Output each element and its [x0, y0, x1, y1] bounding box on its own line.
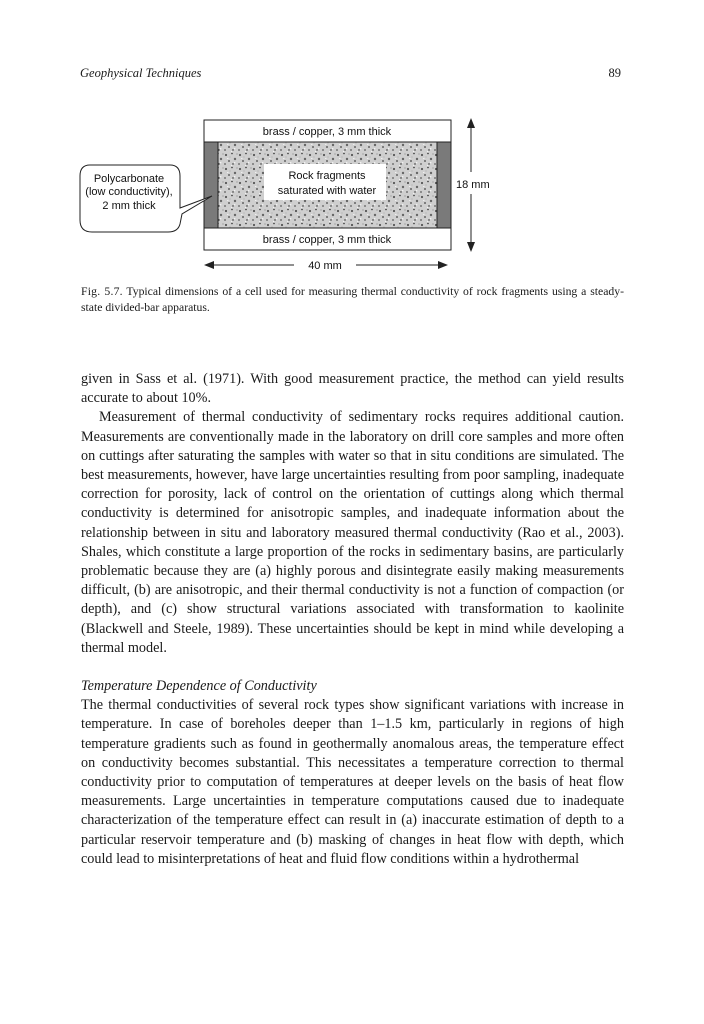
- right-wall: [437, 142, 451, 228]
- callout-line2: (low conductivity),: [85, 186, 173, 198]
- cell-diagram: [70, 110, 640, 280]
- arrow-right-icon: [438, 261, 448, 269]
- top-plate-label: brass / copper, 3 mm thick: [262, 126, 392, 138]
- callout-line1: Polycarbonate: [93, 173, 165, 185]
- page-number: 89: [608, 66, 621, 80]
- figure-caption-label: Fig. 5.7.: [81, 285, 123, 298]
- figure-divided-bar-cell: [70, 110, 640, 280]
- running-title: Geophysical Techniques: [80, 66, 202, 80]
- callout-line3: 2 mm thick: [102, 200, 156, 212]
- left-wall: [204, 142, 218, 228]
- figure-caption: [81, 284, 624, 316]
- width-label: 40 mm: [308, 260, 342, 272]
- arrow-left-icon: [204, 261, 214, 269]
- sample-label-line1: Rock fragments: [288, 170, 366, 182]
- bottom-plate-label: brass / copper, 3 mm thick: [262, 234, 392, 246]
- paragraph-1: given in Sass et al. (1971). With good measurement practice, the method can yield results accurate to about 10%.: [81, 371, 624, 407]
- arrow-down-icon: [467, 242, 475, 252]
- paragraph-3: The thermal conductivities of several rock types show significant variations with increase in temperature. In case of boreholes deeper than 1–1.5 km, particularly in regions of high temperature gradients such as found in geothermally anomalous areas, the temperature effect on conductivity becomes substantial. This necessitates a temperature correction to thermal conductivity prior to computation of temperatures at deeper levels on the basis of heat flow measurements. Large uncertainties in temperature computations caused due to inadequate characterization of the temperature effect can result in (a) inaccurate estimation of depth to a particular reservoir temperature and (b) masking of changes in heat flow with depth, which could lead to misinterpretations of heat and fluid flow conditions within a hydrothermal: [81, 697, 624, 867]
- section-heading: Temperature Dependence of Conductivity: [81, 678, 317, 695]
- sample-label-line2: saturated with water: [277, 185, 377, 197]
- body-text: [81, 370, 624, 869]
- height-label: 18 mm: [456, 179, 490, 191]
- paragraph-2: Measurement of thermal conductivity of sedimentary rocks requires additional caution. Measurements are conventionally made in the laboratory on drill core samples and more often on cuttings after saturating the samples with water so that in situ conditions are simulated. The best measurements, however, have large uncertainties resulting from poor sampling, inadequate correction for porosity, lack of control on the orientation of cuttings along which thermal conductivity is determined for anisotropic samples, and inadequate information about the relationship between in situ and laboratory measured thermal conductivity (Rao et al., 2003). Shales, which constitute a large proportion of the rocks in sedimentary basins, are particularly problematic because they are (a) highly porous and disintegrate easily making measurements difficult, (b) are anisotropic, and their thermal conductivity is not a function of compaction (or depth), and (c) show structural variations associated with transformation to kaolinite (Blackwell and Steele, 1989). These uncertainties should be kept in mind while developing a thermal model.: [81, 409, 624, 656]
- arrow-up-icon: [467, 118, 475, 128]
- running-head: [80, 66, 621, 82]
- figure-caption-text: Typical dimensions of a cell used for measuring thermal conductivity of rock fragments using a steady-state divided-bar apparatus.: [81, 285, 624, 314]
